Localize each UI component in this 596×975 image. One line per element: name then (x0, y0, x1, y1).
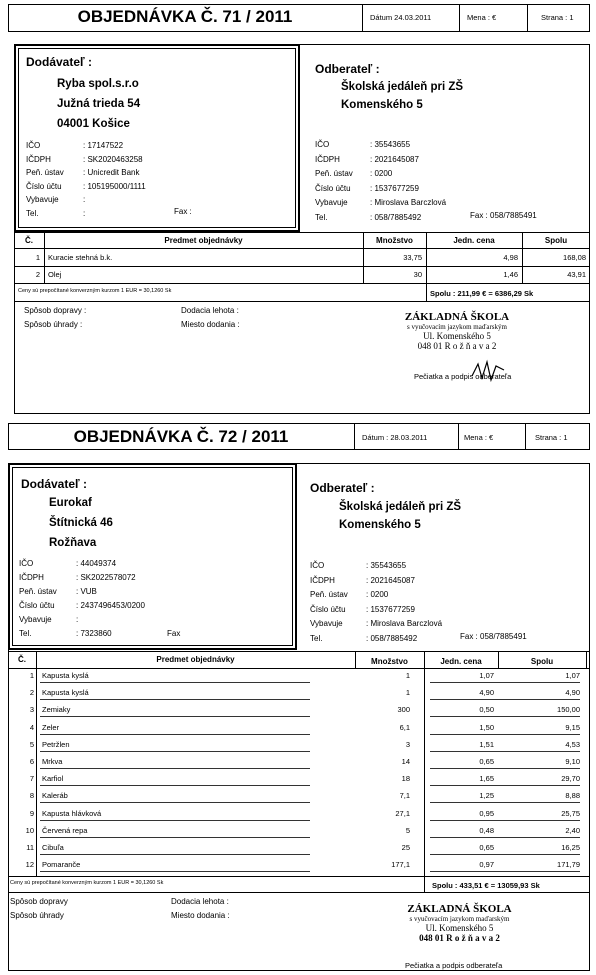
row-underline (40, 837, 310, 838)
customer-name: Školská jedáleň pri ZŠ (341, 81, 464, 93)
row-underline (430, 820, 580, 821)
order-date: Dátum : 28.03.2011 (362, 433, 428, 442)
cell-total: 1,07 (565, 671, 580, 680)
cell-no: 3 (29, 705, 34, 714)
supplier-values: : 44049374 : SK2022578072 : VUB : 2437496453/0200 : : 7323860 (76, 559, 145, 638)
cell-price: 1,07 (479, 671, 494, 680)
col-qty: Množstvo (371, 657, 408, 666)
col-price: Jedn. cena (440, 657, 482, 666)
supplier-fax: Fax (167, 629, 181, 638)
customer-labels: IČO IČDPH Peň. ústav Číslo účtu Vybavuje Tel. (315, 140, 353, 222)
cell-price: 1,65 (479, 774, 494, 783)
col-no: Č. (18, 655, 26, 664)
delivery-method: Spôsob dopravy (10, 897, 68, 906)
supplier-city: Rožňava (49, 537, 97, 549)
customer-fax: Fax : 058/7885491 (470, 211, 537, 220)
supplier-heading: Dodávateľ : (26, 55, 92, 69)
col-qty: Množstvo (376, 236, 413, 245)
cell-total: 4,53 (565, 740, 580, 749)
cell-no: 10 (25, 826, 34, 835)
row-underline (430, 768, 580, 769)
cell-item: Mrkva (42, 757, 63, 766)
customer-street: Komenského 5 (341, 99, 423, 111)
cell-total: 9,10 (565, 757, 580, 766)
col-item: Predmet objednávky (164, 236, 243, 245)
payment-method: Spôsob úhrady : (24, 320, 83, 329)
cell-price: 0,48 (479, 826, 494, 835)
cell-item: Zeler (42, 723, 60, 732)
supplier-fax: Fax : (174, 207, 192, 216)
col-price: Jedn. cena (453, 236, 495, 245)
cell-item: Kapusta kyslá (42, 688, 89, 697)
row-underline (40, 699, 310, 700)
delivery-due: Dodacia lehota : (181, 306, 239, 315)
cell-total: 25,75 (561, 809, 580, 818)
delivery-place: Miesto dodania : (171, 911, 230, 920)
customer-labels: IČO IČDPH Peň. ústav Číslo účtu Vybavuje Tel. (310, 561, 348, 643)
cell-item: Pomaranče (42, 860, 81, 869)
order-currency: Mena : € (464, 433, 494, 442)
supplier-city: 04001 Košice (57, 118, 130, 130)
cell-total: 2,40 (565, 826, 580, 835)
cell-qty: 3 (405, 740, 410, 749)
customer-street: Komenského 5 (339, 519, 421, 531)
delivery-due: Dodacia lehota : (171, 897, 229, 906)
col-total: Spolu (544, 236, 568, 245)
cell-price: 0,65 (479, 843, 494, 852)
cell-no: 1 (29, 671, 34, 680)
order-sum: Spolu : 433,51 € = 13059,93 Sk (432, 881, 540, 890)
cell-no: 6 (29, 757, 34, 766)
cell-qty: 1 (405, 688, 410, 697)
row-underline (430, 716, 580, 717)
cell-qty: 6,1 (399, 723, 410, 732)
cell-total: 150,00 (557, 705, 580, 714)
stamp-caption: Pečiatka a podpis odberateľa (405, 961, 503, 970)
row-underline (430, 802, 580, 803)
conversion-note: Ceny sú prepočítané konverzným kurzom 1 EUR = 30,1260 Sk (18, 288, 172, 294)
conversion-note: Ceny sú prepočítané konverzným kurzom 1 EUR = 30,1260 Sk (10, 880, 164, 886)
cell-no: 11 (26, 843, 34, 852)
cell-price: 4,90 (479, 688, 494, 697)
cell-qty: 1 (405, 671, 410, 680)
row-underline (40, 785, 310, 786)
row-underline (40, 682, 310, 683)
cell-item: Kaleráb (42, 791, 68, 800)
customer-values: : 35543655 : 2021645087 : 0200 : 1537677259 : Miroslava Barczlová : 058/7885492 (366, 561, 443, 643)
customer-heading: Odberateľ : (310, 481, 375, 495)
cell-price: 1,51 (479, 740, 494, 749)
row-underline (40, 716, 310, 717)
cell-price: 0,97 (479, 860, 494, 869)
supplier-street: Južná trieda 54 (57, 98, 141, 110)
cell-price: 0,50 (479, 705, 494, 714)
cell-qty: 177,1 (391, 860, 410, 869)
cell-total: 8,88 (565, 791, 580, 800)
order-title: OBJEDNÁVKA Č. 72 / 2011 (73, 427, 289, 446)
payment-method: Spôsob úhrady (10, 911, 64, 920)
row-underline (430, 854, 580, 855)
order-date: Dátum 24.03.2011 (370, 13, 432, 22)
supplier-labels: IČO IČDPH Peň. ústav Číslo účtu Vybavuje Tel. (26, 141, 64, 218)
row-underline (40, 802, 310, 803)
school-stamp: ZÁKLADNÁ ŠKOLA s vyučovacím jazykom maďarským Ul. Komenského 5 048 01 R o ž ň a v a 2 (404, 311, 510, 351)
order-sum: Spolu : 211,99 € = 6386,29 Sk (430, 289, 534, 298)
cell-qty: 27,1 (395, 809, 410, 818)
cell-total: 29,70 (561, 774, 580, 783)
supplier-labels: IČO IČDPH Peň. ústav Číslo účtu Vybavuje Tel. (19, 559, 57, 638)
cell-item: Zemiaky (42, 705, 71, 714)
cell-qty: 7,1 (399, 791, 410, 800)
row-underline (40, 768, 310, 769)
cell-item: Kapusta kyslá (42, 671, 89, 680)
row-underline (430, 682, 580, 683)
cell-price: 0,65 (479, 757, 494, 766)
school-stamp: ZÁKLADNÁ ŠKOLA s vyučovacím jazykom maďarským Ul. Komenského 5 048 01 R o ž ň a v a 2 (407, 903, 512, 943)
cell-item: Červená repa (42, 826, 88, 835)
cell-total: 171,79 (557, 860, 580, 869)
col-total: Spolu (530, 657, 554, 666)
cell-total: 9,15 (565, 723, 580, 732)
cell-no: 4 (29, 723, 34, 732)
cell-qty: 300 (397, 705, 410, 714)
cell-item: Kapusta hlávková (42, 809, 102, 818)
cell-item: Petržlen (42, 740, 70, 749)
row-underline (430, 699, 580, 700)
customer-heading: Odberateľ : (315, 62, 380, 76)
cell-no: 9 (29, 809, 34, 818)
order-currency: Mena : € (467, 13, 497, 22)
order-title: OBJEDNÁVKA Č. 71 / 2011 (77, 7, 293, 26)
cell-no: 12 (25, 860, 34, 869)
row-underline (40, 854, 310, 855)
order-page: Strana : 1 (535, 433, 568, 442)
cell-item: Cibuľa (42, 843, 64, 852)
row-underline (430, 734, 580, 735)
supplier-street: Štítnická 46 (49, 517, 113, 529)
cell-qty: 14 (401, 757, 410, 766)
cell-qty: 25 (401, 843, 410, 852)
cell-price: 1,25 (479, 791, 494, 800)
supplier-heading: Dodávateľ : (21, 477, 87, 491)
cell-item: Karfiol (42, 774, 64, 783)
row-underline (430, 871, 580, 872)
row-underline (430, 785, 580, 786)
row-underline (430, 751, 580, 752)
cell-no: 7 (29, 774, 34, 783)
customer-name: Školská jedáleň pri ZŠ (339, 501, 462, 513)
col-no: Č. (25, 236, 33, 245)
col-item: Predmet objednávky (156, 655, 235, 664)
cell-total: 16,25 (561, 843, 580, 852)
order-page: Strana : 1 (541, 13, 574, 22)
supplier-name: Eurokaf (49, 497, 92, 509)
supplier-name: Ryba spol.s.r.o (57, 78, 139, 90)
supplier-values: : 17147522 : SK2020463258 : Unicredit Bank : 105195000/1111 : : (83, 141, 146, 218)
row-underline (40, 820, 310, 821)
cell-price: 0,95 (479, 809, 494, 818)
stamp-caption: Pečiatka a podpis odberateľa (414, 372, 512, 381)
cell-no: 8 (29, 791, 34, 800)
cell-qty: 5 (405, 826, 410, 835)
cell-total: 4,90 (565, 688, 580, 697)
cell-no: 5 (29, 740, 34, 749)
row-underline (40, 871, 310, 872)
cell-no: 2 (29, 688, 34, 697)
row-underline (430, 837, 580, 838)
cell-price: 1,50 (479, 723, 494, 732)
cell-qty: 18 (401, 774, 410, 783)
customer-fax: Fax : 058/7885491 (460, 632, 527, 641)
delivery-place: Miesto dodania : (181, 320, 240, 329)
delivery-method: Spôsob dopravy : (24, 306, 87, 315)
row-underline (40, 751, 310, 752)
row-underline (40, 734, 310, 735)
customer-values: : 35543655 : 2021645087 : 0200 : 1537677259 : Miroslava Barczlová : 058/7885492 (370, 140, 447, 222)
